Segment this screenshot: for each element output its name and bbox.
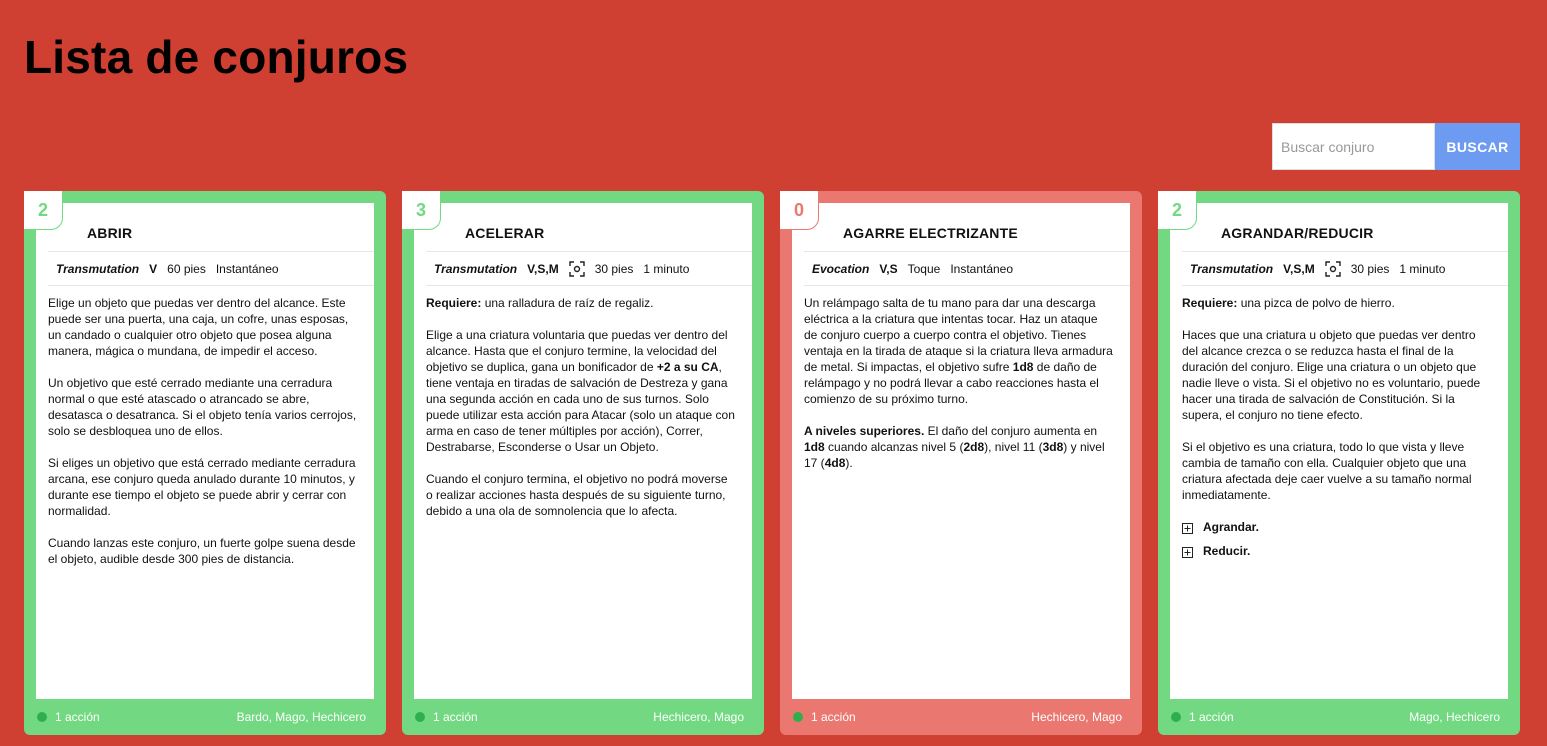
- plus-square-icon: [1182, 522, 1193, 533]
- casting-time: 1 acción: [433, 710, 478, 724]
- spell-duration: 1 minuto: [1399, 261, 1446, 276]
- card-footer: [1158, 699, 1520, 735]
- card-footer: [780, 699, 1142, 735]
- spell-card-acelerar[interactable]: [402, 191, 764, 735]
- spell-range: Toque: [907, 261, 941, 276]
- spell-duration: 1 minuto: [643, 261, 690, 276]
- card-footer: [402, 699, 764, 735]
- spell-range: 60 pies: [167, 261, 206, 276]
- casting-time-dot-icon: [37, 712, 47, 722]
- spell-components: V,S,M: [1283, 261, 1315, 276]
- spell-meta: [1182, 251, 1508, 286]
- spell-meta: [48, 251, 374, 286]
- card-footer: [24, 699, 386, 735]
- spell-level-badge: 2: [1158, 191, 1197, 230]
- description-paragraph: Un objetivo que esté cerrado mediante una cerradura normal o que esté atascado o atrancado se abre, desatasca o desatranca. Si el objeto tenía varios cerrojos, solo se desbloquea uno de ellos.: [48, 376, 357, 438]
- spell-classes: Hechicero, Mago: [653, 710, 744, 724]
- card-content: [792, 203, 1130, 699]
- spell-level-badge: 0: [780, 191, 819, 230]
- spell-components: V,S: [879, 261, 898, 276]
- page-title: Lista de conjuros: [24, 31, 409, 83]
- spell-name: ABRIR: [87, 225, 133, 241]
- spell-range: 30 pies: [1350, 261, 1390, 276]
- search-bar: [1272, 123, 1520, 170]
- description-paragraph: Si eliges un objetivo que está cerrado mediante cerradura arcana, ese conjuro queda anulado durante 10 minutos, y durante ese tiempo el objeto se puede abrir y cerrar con normalidad.: [48, 456, 356, 518]
- concentration-icon: [569, 261, 585, 277]
- spell-school: Transmutation: [434, 261, 518, 276]
- description-paragraph: Cuando el conjuro termina, el objetivo no podrá moverse o realizar acciones hasta después de su siguiente turno, debido a una ola de somnolencia que lo afecta.: [426, 472, 728, 518]
- spell-card-agarre-electrizante[interactable]: [780, 191, 1142, 735]
- card-content: [36, 203, 374, 699]
- spell-school: Transmutation: [56, 261, 140, 276]
- spell-name: ACELERAR: [465, 225, 545, 241]
- casting-time-dot-icon: [415, 712, 425, 722]
- card-content: [414, 203, 752, 699]
- spell-description: [804, 295, 1114, 487]
- spell-classes: Mago, Hechicero: [1409, 710, 1500, 724]
- spell-classes: Bardo, Mago, Hechicero: [236, 710, 366, 724]
- spell-name: AGARRE ELECTRIZANTE: [843, 225, 1018, 241]
- spell-school: Evocation: [812, 261, 870, 276]
- spell-name: AGRANDAR/REDUCIR: [1221, 225, 1374, 241]
- expand-option-agrandar[interactable]: [1182, 519, 1492, 535]
- option-label: Agrandar.: [1203, 520, 1260, 534]
- expand-option-reducir[interactable]: [1182, 543, 1492, 559]
- higher-levels-paragraph: A niveles superiores. El daño del conjuro aumenta en 1d8 cuando alcanzas nivel 5 (2d8), nivel 11 (3d8) y nivel 17 (4d8).: [804, 424, 1105, 470]
- spell-components: V: [149, 261, 158, 276]
- description-paragraph: Elige un objeto que puedas ver dentro del alcance. Este puede ser una puerta, una caja, un cofre, unas esposas, un candado o cualquier otro objeto que posea alguna manera, mágica o mundana, de impedir el acceso.: [48, 296, 349, 358]
- spell-components: V,S,M: [527, 261, 559, 276]
- spell-school: Transmutation: [1190, 261, 1274, 276]
- concentration-icon: [1325, 261, 1341, 277]
- casting-time: 1 acción: [1189, 710, 1234, 724]
- spell-description: [426, 295, 736, 535]
- card-content: [1170, 203, 1508, 699]
- spell-description: [1182, 295, 1492, 567]
- spell-meta: [426, 251, 752, 286]
- spell-card-abrir[interactable]: [24, 191, 386, 735]
- casting-time: 1 acción: [55, 710, 100, 724]
- spell-range: 30 pies: [594, 261, 634, 276]
- description-paragraph: Elige a una criatura voluntaria que puedas ver dentro del alcance. Hasta que el conjuro termine, la velocidad del objetivo se duplica, gana un bonificador de +2 a su CA, tiene ventaja en tiradas de salvación de Destreza y gana una segunda acción en cada uno de sus turnos. Solo puede utilizar esta acción para Atacar (solo un ataque con arma en caso de tener múltiples por acción), Correr, Destrabarse, Esconderse o Usar un Objeto.: [426, 328, 735, 454]
- search-input[interactable]: [1272, 123, 1435, 170]
- spell-level-badge: 2: [24, 191, 63, 230]
- spell-duration: Instantáneo: [950, 261, 1014, 276]
- casting-time-dot-icon: [793, 712, 803, 722]
- spell-classes: Hechicero, Mago: [1031, 710, 1122, 724]
- casting-time: 1 acción: [811, 710, 856, 724]
- spell-requirement: Requiere: una pizca de polvo de hierro.: [1182, 296, 1395, 310]
- spell-card-agrandar-reducir[interactable]: [1158, 191, 1520, 735]
- description-paragraph: Un relámpago salta de tu mano para dar una descarga eléctrica a la criatura que intentas tocar. Haz un ataque de conjuro cuerpo a cuerpo contra el objetivo. Tienes ventaja en la tirada de ataque si la criatura lleva armadura de metal. Si impactas, el objetivo sufre 1d8 de daño de relámpago y no podrá llevar a cabo reacciones hasta el comienzo de su próximo turno.: [804, 296, 1113, 406]
- description-paragraph: Si el objetivo es una criatura, todo lo que vista y lleve cambia de tamaño con ella. Cualquier objeto que una criatura afectada deje caer vuelve a su tamaño normal inmediatamente.: [1182, 440, 1472, 502]
- spell-level-badge: 3: [402, 191, 441, 230]
- spell-requirement: Requiere: una ralladura de raíz de regaliz.: [426, 296, 654, 310]
- casting-time-dot-icon: [1171, 712, 1181, 722]
- description-paragraph: Haces que una criatura u objeto que puedas ver dentro del alcance crezca o se reduzca hasta el final de la duración del conjuro. Elige una criatura o un objeto que nadie lleve o vista. Si el objetivo no es voluntario, puede hacer una tirada de salvación de Constitución. Si la supera, el conjuro no tiene efecto.: [1182, 328, 1481, 422]
- spell-duration: Instantáneo: [215, 261, 279, 276]
- plus-square-icon: [1182, 546, 1193, 557]
- option-label: Reducir.: [1203, 544, 1251, 558]
- description-paragraph: Cuando lanzas este conjuro, un fuerte golpe suena desde el objeto, audible desde 300 pies de distancia.: [48, 536, 356, 566]
- spell-meta: [804, 251, 1130, 286]
- spell-description: [48, 295, 358, 583]
- search-button[interactable]: BUSCAR: [1435, 123, 1520, 170]
